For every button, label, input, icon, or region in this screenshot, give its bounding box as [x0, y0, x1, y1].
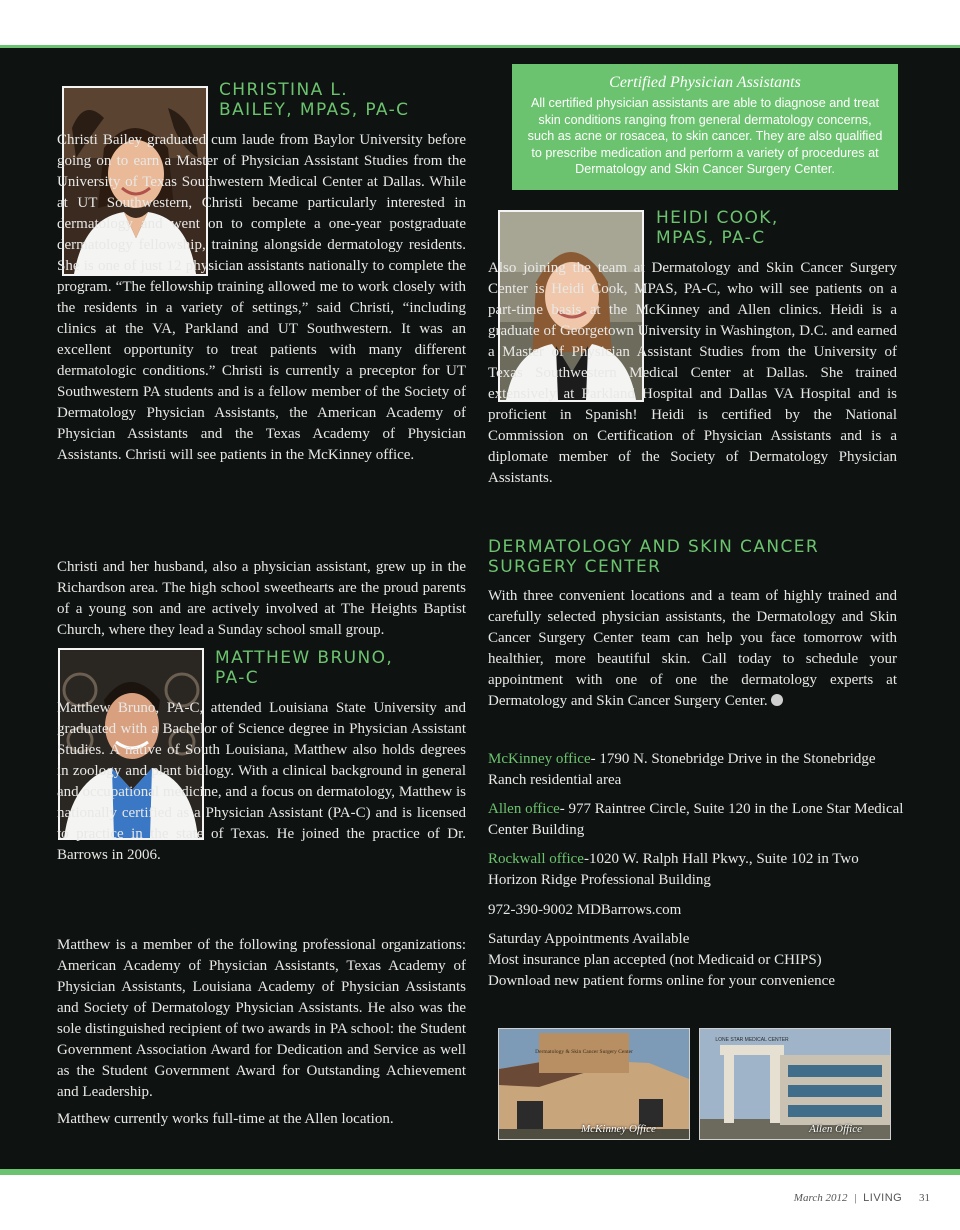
bruno-heading — [215, 648, 393, 688]
office-mckinney-address: - 1790 N. Stonebridge Drive in the Stonebridge Ranch residential area — [488, 751, 876, 788]
callout-body: All certified physician assistants are able to diagnose and treat skin conditions ranging from general dermatology concerns, such as acne or rosacea, to skin cancer. They are also qualified to prescribe medication and perform a variety of procedures at Dermatology and Skin Cancer Surgery Center. — [527, 96, 883, 177]
bruno-paragraph-3: Matthew currently works full-time at the Allen location. — [57, 1111, 394, 1127]
footer-separator: | — [854, 1192, 857, 1204]
allen-office-photo — [699, 1028, 891, 1140]
office-allen-label: Allen office — [488, 801, 560, 817]
certified-pa-callout — [512, 64, 898, 190]
bottom-green-rule — [0, 1169, 960, 1175]
allen-caption: Allen Office — [809, 1123, 862, 1135]
cook-heading-line2: MPAS, PA-C — [656, 228, 766, 248]
center-paragraph-1 — [488, 586, 897, 712]
bruno-paragraph-1: Matthew Bruno, PA-C, attended Louisiana State University and graduated with a Bachelor of Science degree in Physician Assistant Studies. A native of South Louisiana, Matthew also holds degrees in zoology and plant biology. With a clinical background in general and occupational medicine, and a focus on dermatology, Matthew is nationally certified as a Physician Assistant (PA-C) and is licensed to practice in the state of Texas. He joined the practice of Dr. Barrows in 2006. — [57, 700, 466, 863]
center-heading — [488, 537, 819, 577]
bailey-paragraph-1: Christi Bailey graduated cum laude from Baylor University before going on to earn a Master of Physician Assistant Studies from the University of Texas Southwestern Medical Center at Dallas. While at UT Southwestern, Christi became particularly interested in dermatology and went on to complete a one-year postgraduate dermatology fellowship, training alongside dermatology residents. She is one of just 12 physician assistants nationally to complete the program. “The fellowship training allowed me to work closely with the residents in a variety of settings,” said Christi, “including clinics at the VA, Parkland and UT Southwestern. It was an excellent opportunity to treat patients with many different dermatologic conditions.” Christi is currently a preceptor for UT Southwestern PA students and is a fellow member of the Society of Dermatology Physician Assistants, the American Academy of Physician Assistants and the Texas Academy of Physician Assistants. Christi will see patients in the McKinney office. — [57, 132, 466, 463]
article-end-mark-icon — [771, 694, 783, 706]
page-footer — [794, 1192, 930, 1204]
office-rockwall-address: -1020 W. Ralph Hall Pkwy., Suite 102 in Two Horizon Ridge Professional Building — [488, 851, 859, 888]
office-mckinney-label: McKinney office — [488, 751, 591, 767]
center-paragraph-text: With three convenient locations and a team of highly trained and carefully selected physician assistants, the Dermatology and Skin Cancer Surgery Center team can help you face tomorrow with healthier, more beautiful skin. Call today to schedule your appointment with one of one the dermatology experts at Dermatology and Skin Cancer Surgery Center. — [488, 588, 897, 709]
bailey-paragraph-2: Christi and her husband, also a physician assistant, grew up in the Richardson area. The high school sweethearts are the proud parents of a young son and are actively involved at The Heights Baptist Church, where they lead a Sunday school small group. — [57, 559, 466, 638]
bruno-heading-line1: MATTHEW BRUNO, — [215, 648, 394, 668]
office-rockwall-label: Rockwall office — [488, 851, 584, 867]
cook-heading-line1: HEIDI COOK, — [656, 208, 779, 228]
office-rockwall — [488, 849, 908, 891]
bailey-heading-line1: CHRISTINA L. — [219, 80, 349, 100]
note-forms: Download new patient forms online for your convenience — [488, 973, 835, 989]
callout-title: Certified Physician Assistants — [609, 74, 801, 91]
note-insurance: Most insurance plan accepted (not Medicaid or CHIPS) — [488, 952, 822, 968]
mckinney-building-sign: Dermatology & Skin Cancer Surgery Center — [535, 1049, 633, 1055]
office-allen-address: - 977 Raintree Circle, Suite 120 in the Lone Star Medical Center Building — [488, 801, 904, 838]
bailey-heading-line2: BAILEY, MPAS, PA-C — [219, 100, 410, 120]
contact-line: 972-390-9002 MDBarrows.com — [488, 902, 682, 918]
cook-paragraph-1: Also joining the team at Dermatology and Skin Cancer Surgery Center is Heidi Cook, MPAS, PA-C, who will see patients on a part-time basis at the McKinney and Allen clinics. Heidi is a graduate of Georgetown University in Washington, D.C. and earned a Master of Physician Assistant Studies from the University of Texas Southwestern Medical Center at Dallas. She trained extensively at Parkland Hospital and Dallas VA Hospital and is proficient in Spanish! Heidi is certified by the National Commission on Certification of Physician Assistants and is a diplomate member of the Society of Dermatology Physician Assistants. — [488, 260, 897, 486]
center-heading-line2: SURGERY CENTER — [488, 557, 662, 577]
footer-issue: March 2012 — [793, 1192, 848, 1204]
allen-building-sign: LONE STAR MEDICAL CENTER — [715, 1037, 789, 1043]
mckinney-caption: McKinney Office — [581, 1123, 656, 1135]
cook-heading — [656, 208, 779, 248]
office-mckinney — [488, 749, 908, 791]
bailey-heading — [219, 80, 409, 120]
office-allen — [488, 799, 908, 841]
top-margin — [0, 0, 960, 46]
footer-section: LIVING — [863, 1192, 903, 1204]
center-heading-line1: DERMATOLOGY AND SKIN CANCER — [488, 537, 820, 557]
footer-page-number: 31 — [919, 1192, 930, 1204]
note-saturday: Saturday Appointments Available — [488, 931, 690, 947]
bruno-heading-line2: PA-C — [215, 668, 260, 688]
mckinney-office-photo — [498, 1028, 690, 1140]
service-notes — [488, 929, 908, 992]
bruno-paragraph-2: Matthew is a member of the following professional organizations: American Academy of Physician Assistants, Texas Academy of Physician Assistants, Louisiana Academy of Physician Assistants and Society of Dermatology Physician Assistants. He also was the sole distinguished recipient of two awards in PA school: the Student Government Association Award for Dedication and Service as well as the Student Government Award for Outstanding Achievement and Leadership. — [57, 937, 466, 1100]
